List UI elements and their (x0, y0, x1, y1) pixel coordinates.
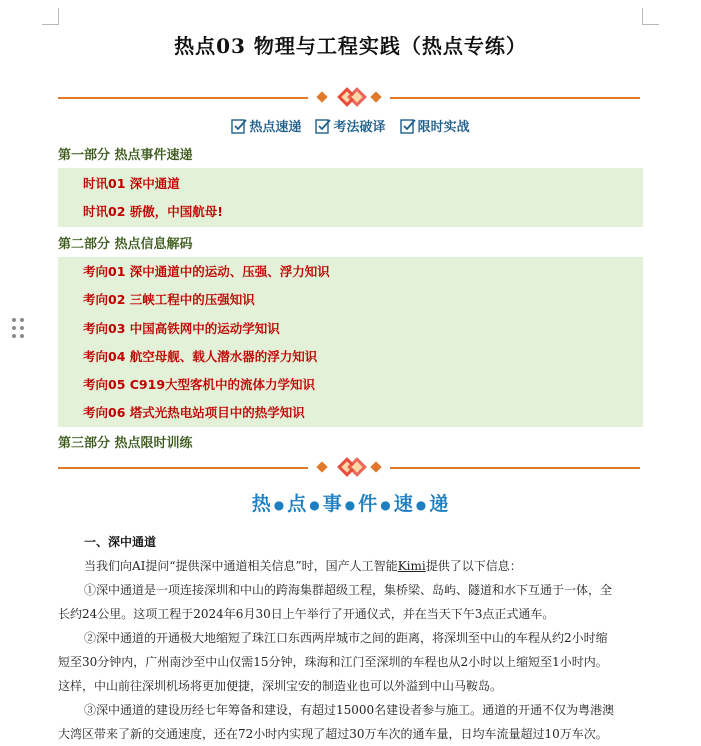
part2-heading: 第二部分 热点信息解码 (58, 237, 193, 252)
ornament-divider (58, 457, 640, 479)
section-nav (0, 116, 701, 138)
hot-events-title: 热 ● 点 ● 事 ● 件 ● 速 ● 递 (251, 493, 450, 515)
article-subheading: 一、深中通道 (84, 535, 157, 549)
page-corner-mark-left (42, 8, 59, 25)
list-item[interactable]: 考向04 航空母舰、载人潜水器的浮力知识 (83, 349, 318, 364)
page-corner-mark-right (642, 8, 659, 25)
list-item[interactable]: 考向02 三峡工程中的压强知识 (83, 292, 255, 307)
list-item[interactable]: 时讯02 骄傲，中国航母! (83, 204, 223, 219)
diamond-ornament-icon (312, 457, 386, 479)
drag-handle-icon[interactable] (10, 318, 26, 340)
checklist-icon (231, 118, 247, 134)
list-item[interactable]: 考向06 塔式光热电站项目中的热学知识 (83, 405, 305, 420)
part2-list (58, 257, 643, 427)
page-title: 热点03 物理与工程实践（热点专练） (174, 34, 527, 58)
list-item[interactable]: 考向05 C919大型客机中的流体力学知识 (83, 377, 316, 392)
article-body (84, 530, 644, 578)
article-paragraph-3-cont: 大湾区带来了新的交通速度，还在72小时内实现了超过30万车次的通车量，日均车流量超过10万车次。 (58, 727, 608, 741)
article-paragraph-1-cont: 长约24公里。这项工程于2024年6月30日上午举行了开通仪式，并在当天下午3点正式通车。 (58, 607, 555, 621)
nav-timed-practice[interactable]: 限时实战 (400, 116, 470, 135)
checklist-icon (400, 118, 416, 134)
list-item[interactable]: 考向03 中国高铁网中的运动学知识 (83, 321, 280, 336)
list-item[interactable]: 时讯01 深中通道 (83, 176, 180, 191)
article-paragraph-2: ②深中通道的开通极大地缩短了珠江口东西两岸城市之间的距离，将深圳至中山的车程从约2小时缩 (84, 631, 608, 645)
part3-heading: 第三部分 热点限时训练 (58, 436, 193, 451)
list-item[interactable]: 考向01 深中通道中的运动、压强、浮力知识 (83, 264, 330, 279)
article-intro: 当我们向AI提问“提供深中通道相关信息”时，国产人工智能Kimi提供了以下信息： (84, 559, 522, 573)
ornament-divider (58, 87, 640, 109)
checklist-icon (315, 118, 331, 134)
nav-hot-news[interactable]: 热点速递 (231, 116, 301, 135)
kimi-link[interactable]: Kimi (397, 559, 426, 573)
article-paragraph-1: ①深中通道是一项连接深圳和中山的跨海集群超级工程，集桥梁、岛屿、隧道和水下互通于一体，全 (84, 583, 613, 597)
nav-method-decode[interactable]: 考法破译 (315, 116, 385, 135)
part1-heading: 第一部分 热点事件速递 (58, 148, 193, 163)
article-paragraph-2-cont: 短至30分钟内，广州南沙至中山仅需15分钟，珠海和江门至深圳的车程也从2小时以上缩短至1小时内。 这样，中山前往深圳机场将更加便捷，深圳宝安的制造业也可以外溢到中山马鞍岛。 (58, 655, 608, 693)
article-paragraph-3: ③深中通道的建设历经七年筹备和建设，有超过15000名建设者参与施工。通道的开通不仅为粤港澳 (84, 703, 615, 717)
diamond-ornament-icon (312, 87, 386, 109)
part1-list (58, 168, 643, 227)
